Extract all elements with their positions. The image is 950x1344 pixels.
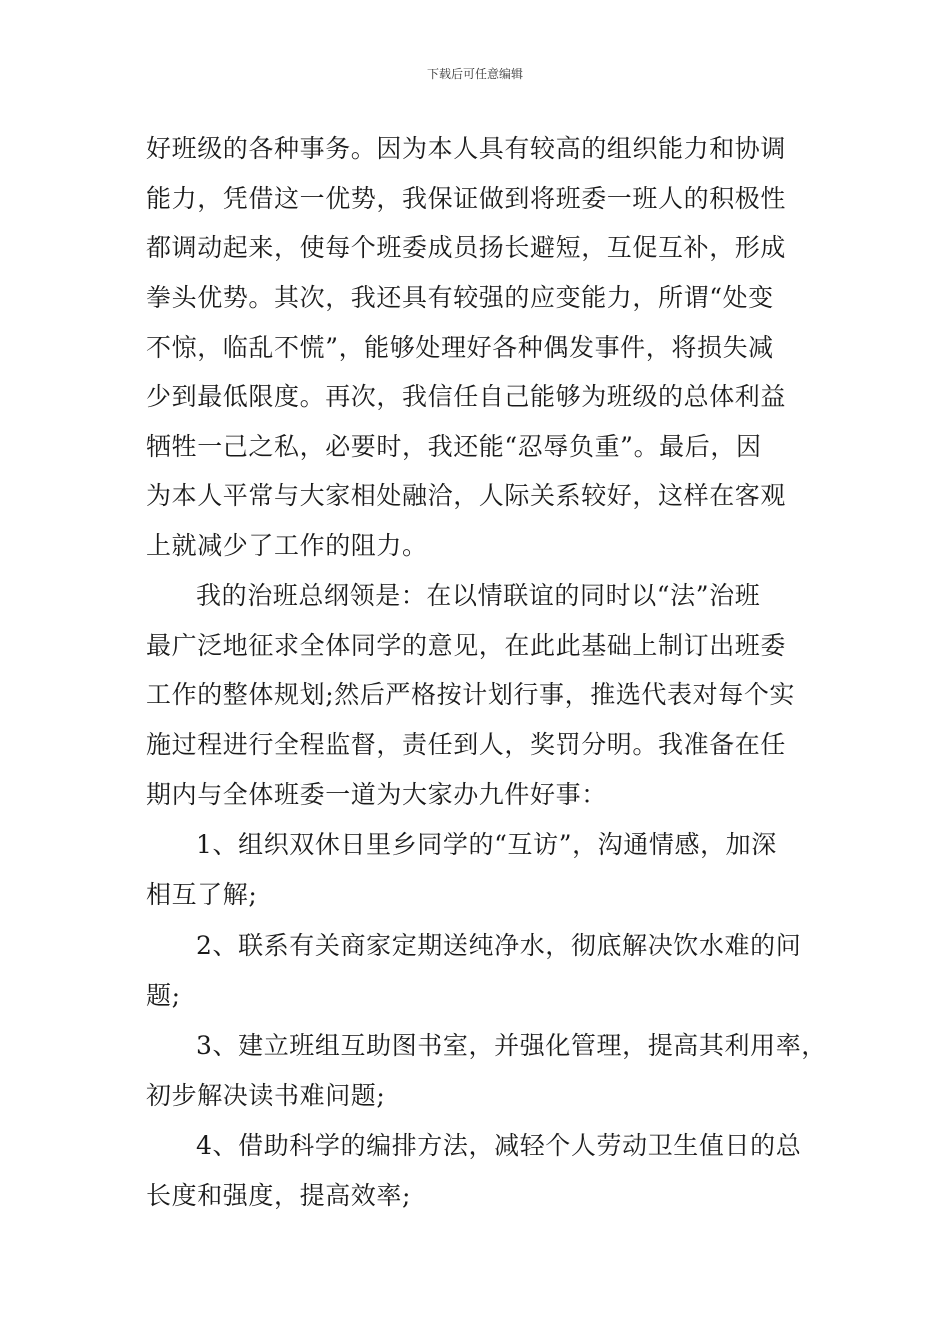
- list-item-line: 初步解决读书难问题;: [146, 1081, 386, 1110]
- list-item-line: 4、借助科学的编排方法，减轻个人劳动卫生值日的总: [196, 1131, 802, 1160]
- paragraph-line: 都调动起来，使每个班委成员扬长避短，互促互补，形成: [146, 233, 787, 262]
- list-item-line: 题;: [146, 981, 181, 1010]
- page-header: 下载后可任意编辑: [426, 67, 523, 81]
- list-item-line: 长度和强度，提高效率;: [146, 1181, 412, 1210]
- paragraph-line: 我的治班总纲领是：在以情联谊的同时以“法”治班: [196, 581, 761, 610]
- paragraph-line: 施过程进行全程监督，责任到人，奖罚分明。我准备在任: [146, 730, 787, 759]
- list-item-line: 3、建立班组互助图书室，并强化管理，提高其利用率，: [196, 1031, 827, 1060]
- paragraph-line: 工作的整体规划;然后严格按计划行事，推选代表对每个实: [146, 680, 796, 709]
- paragraph-line: 上就减少了工作的阻力。: [146, 531, 428, 560]
- paragraph-line: 不惊，临乱不慌”，能够处理好各种偶发事件，将损失减: [146, 333, 774, 362]
- paragraph-line: 为本人平常与大家相处融洽，人际关系较好，这样在客观: [146, 481, 787, 510]
- paragraph-line: 最广泛地征求全体同学的意见，在此此基础上制订出班委: [146, 631, 787, 660]
- list-item-line: 2、联系有关商家定期送纯净水，彻底解决饮水难的问: [196, 931, 802, 960]
- paragraph-line: 牺牲一己之私，必要时，我还能“忍辱负重”。最后，因: [146, 432, 762, 461]
- paragraph-line: 拳头优势。其次，我还具有较强的应变能力，所谓“处变: [146, 283, 774, 312]
- paragraph-line: 期内与全体班委一道为大家办九件好事：: [146, 780, 607, 809]
- paragraph-line: 能力，凭借这一优势，我保证做到将班委一班人的积极性: [146, 184, 787, 213]
- paragraph-line: 少到最低限度。再次，我信任自己能够为班级的总体利益: [146, 382, 787, 411]
- paragraph-line: 好班级的各种事务。因为本人具有较高的组织能力和协调: [146, 134, 787, 163]
- list-item-line: 相互了解;: [146, 880, 258, 909]
- list-item-line: 1、组织双休日里乡同学的“互访”，沟通情感，加深: [196, 830, 777, 859]
